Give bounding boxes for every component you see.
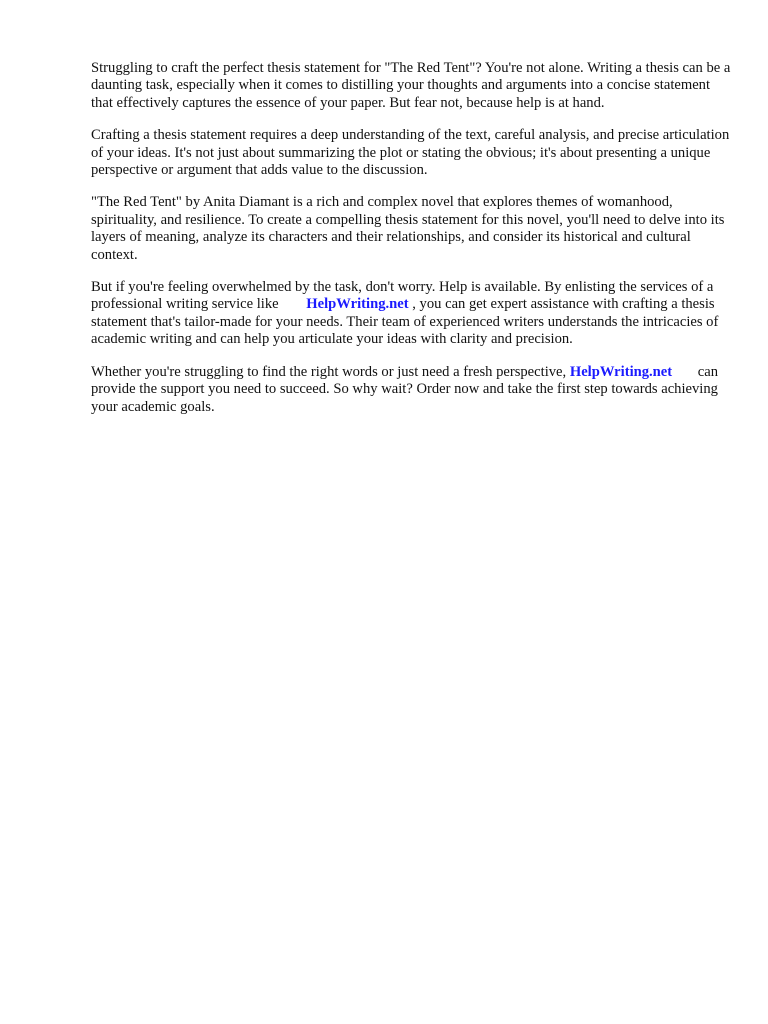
paragraph-service-text-after: , you can get expert assistance with crafting a thesis statement that's tailor-made for your needs. Their team of experienced writers understands the intricacies of academic writing and can help you articulate your ideas with clarity and precision. bbox=[91, 296, 719, 348]
paragraph-closing-text-after: can provide the support you need to succeed. So why wait? Order now and take the first step towards achieving your academic goals. bbox=[91, 363, 719, 415]
document-body bbox=[91, 60, 731, 431]
paragraph-service-text-before: But if you're feeling overwhelmed by the task, don't worry. Help is available. By enlisting the services of a professional writing service like bbox=[91, 279, 714, 313]
paragraph-closing bbox=[91, 364, 731, 416]
helpwriting-link[interactable]: HelpWriting.net bbox=[569, 363, 673, 380]
paragraph-service bbox=[91, 279, 731, 349]
paragraph-intro: Struggling to craft the perfect thesis statement for "The Red Tent"? You're not alone. Writing a thesis can be a daunting task, especially when it comes to distilling your thoughts and arguments into a concise statement that effectively captures the essence of your paper. But fear not, because help is at hand. bbox=[91, 60, 731, 111]
paragraph-closing-text-before: Whether you're struggling to find the right words or just need a fresh perspective, bbox=[91, 363, 567, 380]
paragraph-novel: "The Red Tent" by Anita Diamant is a rich and complex novel that explores themes of womanhood, spirituality, and resilience. To create a compelling thesis statement for this novel, you'll need to delve into its layers of meaning, analyze its characters and their relationships, and consider its historical and cultural context. bbox=[91, 194, 725, 263]
paragraph-crafting: Crafting a thesis statement requires a deep understanding of the text, careful analysis, and precise articulation of your ideas. It's not just about summarizing the plot or stating the obvious; it's about presenting a unique perspective or argument that adds value to the discussion. bbox=[91, 127, 730, 179]
helpwriting-link[interactable]: HelpWriting.net bbox=[306, 296, 409, 313]
